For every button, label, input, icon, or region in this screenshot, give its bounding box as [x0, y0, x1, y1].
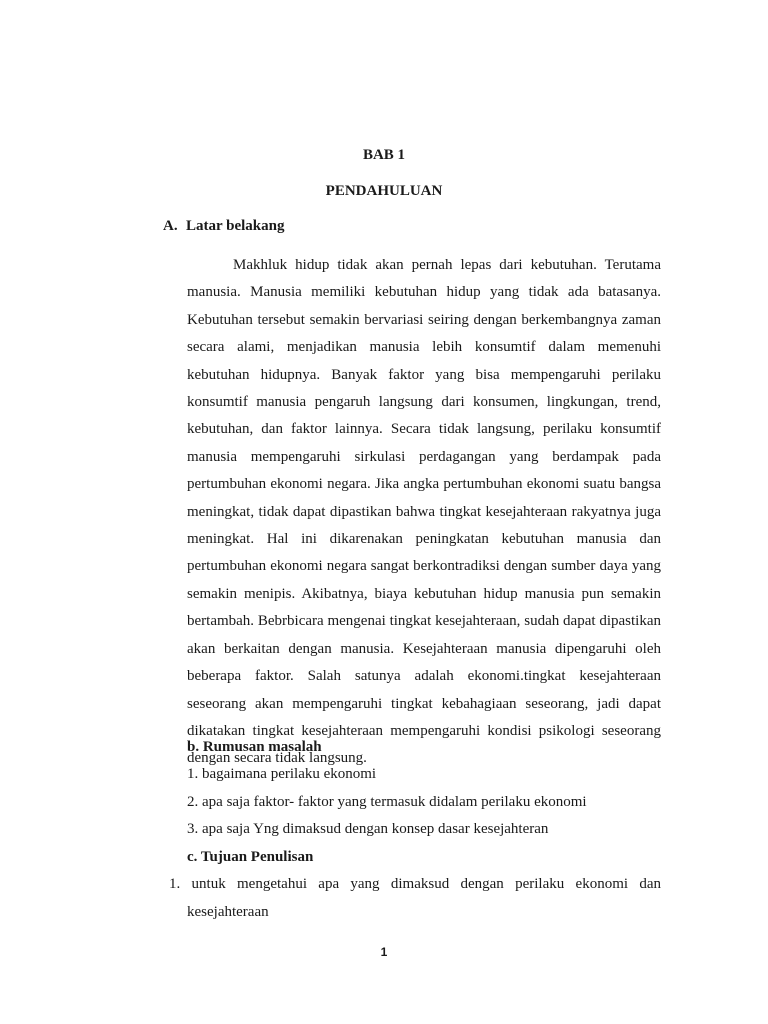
section-a-heading	[163, 218, 285, 235]
writing-purpose-section	[169, 844, 661, 926]
list-item: 1. untuk mengetahui apa yang dimaksud dengan perilaku ekonomi dan kesejahteraan	[169, 876, 661, 920]
section-a-letter: A.	[163, 218, 178, 234]
writing-purpose-list	[169, 871, 661, 926]
problem-formulation-section	[187, 734, 661, 844]
list-item: 3. apa saja Yng dimaksud dengan konsep dasar kesejahteran	[187, 821, 549, 838]
chapter-heading: BAB 1	[362, 147, 406, 163]
writing-purpose-heading: c. Tujuan Penulisan	[187, 849, 314, 865]
list-item: 2. apa saja faktor- faktor yang termasuk didalam perilaku ekonomi	[187, 793, 587, 810]
list-item: 1. bagaimana perilaku ekonomi	[187, 766, 377, 783]
background-paragraph: Makhluk hidup tidak akan pernah lepas dari kebutuhan. Terutama manusia. Manusia memiliki kebutuhan hidup yang tidak ada batasanya. Kebutuhan tersebut semakin bervariasi seiring dengan berkembangnya zaman secara alami, menjadikan manusia lebih konsumtif dalam memenuhi kebutuhan hidupnya. Banyak faktor yang bisa mempengaruhi perilaku konsumtif manusia pengaruh langsung dari konsumen, lingkungan, trend, kebutuhan, dan faktor lainnya. Secara tidak langsung, perilaku konsumtif manusia mempengaruhi sirkulasi perdagangan yang berdampak pada pertumbuhan ekonomi negara. Jika angka pertumbuhan ekonomi suatu bangsa meningkat, tidak dapat dipastikan bahwa tingkat kesejahteraan rakyatnya juga meningkat. Hal ini dikarenakan peningkatan kebutuhan manusia dan pertumbuhan ekonomi negara sangat berkontradiksi dengan sumber daya yang semakin menipis. Akibatnya, biaya kebutuhan hidup manusia pun semakin bertambah. Bebrbicara mengenai tingkat kesejahteraan, sudah dapat dipastikan akan berkaitan dengan manusia. Kesejahteraan manusia dipengaruhi oleh beberapa faktor. Salah satunya adalah ekonomi.tingkat kesejahteraan seseorang akan mempengaruhi tingkat kebahagiaan seseorang, jadi dapat dikatakan tingkat kesejahteraan mempengaruhi kondisi psikologi seseorang dengan secara tidak langsung.	[187, 257, 661, 767]
problem-formulation-heading: b. Rumusan masalah	[187, 739, 322, 755]
chapter-title: PENDAHULUAN	[325, 183, 443, 199]
section-a-title: Latar belakang	[186, 218, 285, 234]
page-number: 1	[380, 945, 388, 959]
problem-formulation-list	[187, 761, 661, 843]
